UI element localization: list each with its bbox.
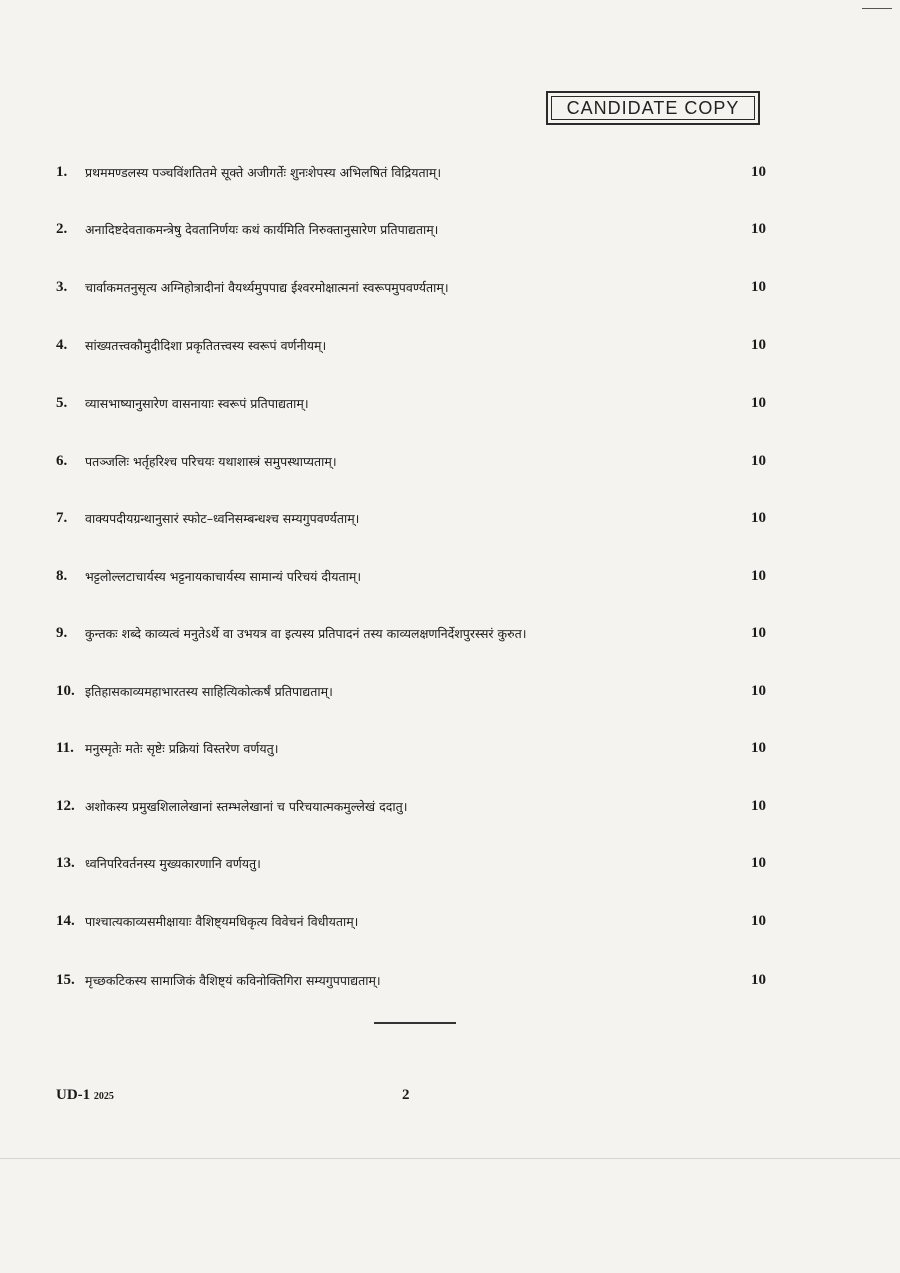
paper-year: 2025 — [93, 1091, 114, 1102]
question-marks: 10 — [751, 624, 766, 641]
question-text: पाश्चात्यकाव्यसमीक्षायाः वैशिष्ट्यमधिकृत्य विवेचनं विधीयताम्। — [85, 913, 359, 929]
page-number: 2 — [402, 1087, 410, 1103]
question-number: 2. — [56, 220, 68, 237]
question-number: 10. — [56, 682, 75, 699]
question-marks: 10 — [751, 278, 766, 295]
paper-code-text: UD-1 — [56, 1087, 91, 1103]
question-text: मनुस्मृतेः मतेः सृष्टेः प्रक्रियां विस्तरेण वर्णयतु। — [85, 740, 279, 756]
question-text: सांख्यतत्त्वकौमुदीदिशा प्रकृतितत्त्वस्य स्वरूपं वर्णनीयम्। — [85, 337, 327, 353]
question-number: 3. — [56, 278, 68, 295]
question-text: अशोकस्य प्रमुखशिलालेखानां स्तम्भलेखानां च परिचयात्मकमुल्लेखं ददातु। — [85, 798, 408, 814]
question-row — [56, 965, 766, 995]
question-row — [56, 618, 766, 648]
question-marks: 10 — [751, 163, 766, 180]
question-marks: 10 — [751, 509, 766, 526]
question-row — [56, 214, 766, 244]
question-text: वाक्यपदीयग्रन्थानुसारं स्फोट–ध्वनिसम्बन्धश्च सम्यगुपवर्ण्यताम्। — [85, 510, 360, 526]
question-row — [56, 330, 766, 360]
question-text: भट्टलोल्लटाचार्यस्य भट्टनायकाचार्यस्य सामान्यं परिचयं दीयताम्। — [85, 568, 362, 584]
question-text: अनादिष्टदेवताकमन्त्रेषु देवतानिर्णयः कथं कार्यमिति निरुक्तानुसारेण प्रतिपाद्यताम्। — [85, 221, 439, 237]
question-marks: 10 — [751, 854, 766, 871]
question-text: व्यासभाष्यानुसारेण वासनायाः स्वरूपं प्रतिपाद्यताम्। — [85, 395, 309, 411]
question-row — [56, 791, 766, 821]
stamp-text: CANDIDATE COPY — [566, 97, 740, 118]
scan-fold-line — [0, 1158, 900, 1159]
question-marks: 10 — [751, 739, 766, 756]
question-text: ध्वनिपरिवर्तनस्य मुख्यकारणानि वर्णयतु। — [85, 855, 261, 871]
question-row — [56, 388, 766, 418]
question-marks: 10 — [751, 797, 766, 814]
question-row — [56, 906, 766, 936]
question-number: 14. — [56, 912, 75, 929]
question-marks: 10 — [751, 336, 766, 353]
question-marks: 10 — [751, 971, 766, 988]
paper-code — [56, 1087, 114, 1104]
question-number: 8. — [56, 567, 68, 584]
question-row — [56, 446, 766, 476]
question-number: 15. — [56, 971, 75, 988]
question-number: 9. — [56, 624, 68, 641]
question-marks: 10 — [751, 452, 766, 469]
question-number: 4. — [56, 336, 68, 353]
question-number: 5. — [56, 394, 68, 411]
question-text: इतिहासकाव्यमहाभारतस्य साहित्यिकोत्कर्षं प्रतिपाद्यताम्। — [85, 683, 333, 699]
question-number: 1. — [56, 163, 68, 180]
question-row — [56, 676, 766, 706]
question-text: कुन्तकः शब्दे काव्यत्वं मनुतेऽर्थे वा उभयत्र वा इत्यस्य प्रतिपादनं तस्य काव्यलक्षणनिर्देशपुरस्सरं कुरुत। — [85, 625, 527, 641]
question-row — [56, 848, 766, 878]
question-marks: 10 — [751, 394, 766, 411]
question-number: 11. — [56, 739, 74, 756]
question-marks: 10 — [751, 567, 766, 584]
question-number: 12. — [56, 797, 75, 814]
question-row — [56, 157, 766, 187]
question-marks: 10 — [751, 912, 766, 929]
question-row — [56, 561, 766, 591]
candidate-copy-stamp — [546, 91, 760, 125]
question-text: प्रथममण्डलस्य पञ्चविंशतितमे सूक्ते अजीगर्तेः शुनःशेपस्य अभिलषितं विद्रियताम्। — [85, 164, 442, 180]
question-number: 13. — [56, 854, 75, 871]
question-marks: 10 — [751, 682, 766, 699]
end-of-paper-rule — [374, 1022, 456, 1024]
question-number: 7. — [56, 509, 68, 526]
scan-corner-mark — [862, 8, 892, 9]
question-number: 6. — [56, 452, 68, 469]
question-text: चार्वाकमतनुसृत्य अग्निहोत्रादीनां वैयर्थ्यमुपपाद्य ईश्वरमोक्षात्मनां स्वरूपमुपवर्ण्यताम्। — [85, 279, 449, 295]
question-text: मृच्छकटिकस्य सामाजिकं वैशिष्ट्यं कविनोक्तिगिरा सम्यगुपपाद्यताम्। — [85, 972, 381, 988]
question-marks: 10 — [751, 220, 766, 237]
question-row — [56, 503, 766, 533]
question-row — [56, 733, 766, 763]
question-row — [56, 272, 766, 302]
question-text: पतञ्जलिः भर्तृहरिश्च परिचयः यथाशास्त्रं समुपस्थाप्यताम्। — [85, 453, 337, 469]
